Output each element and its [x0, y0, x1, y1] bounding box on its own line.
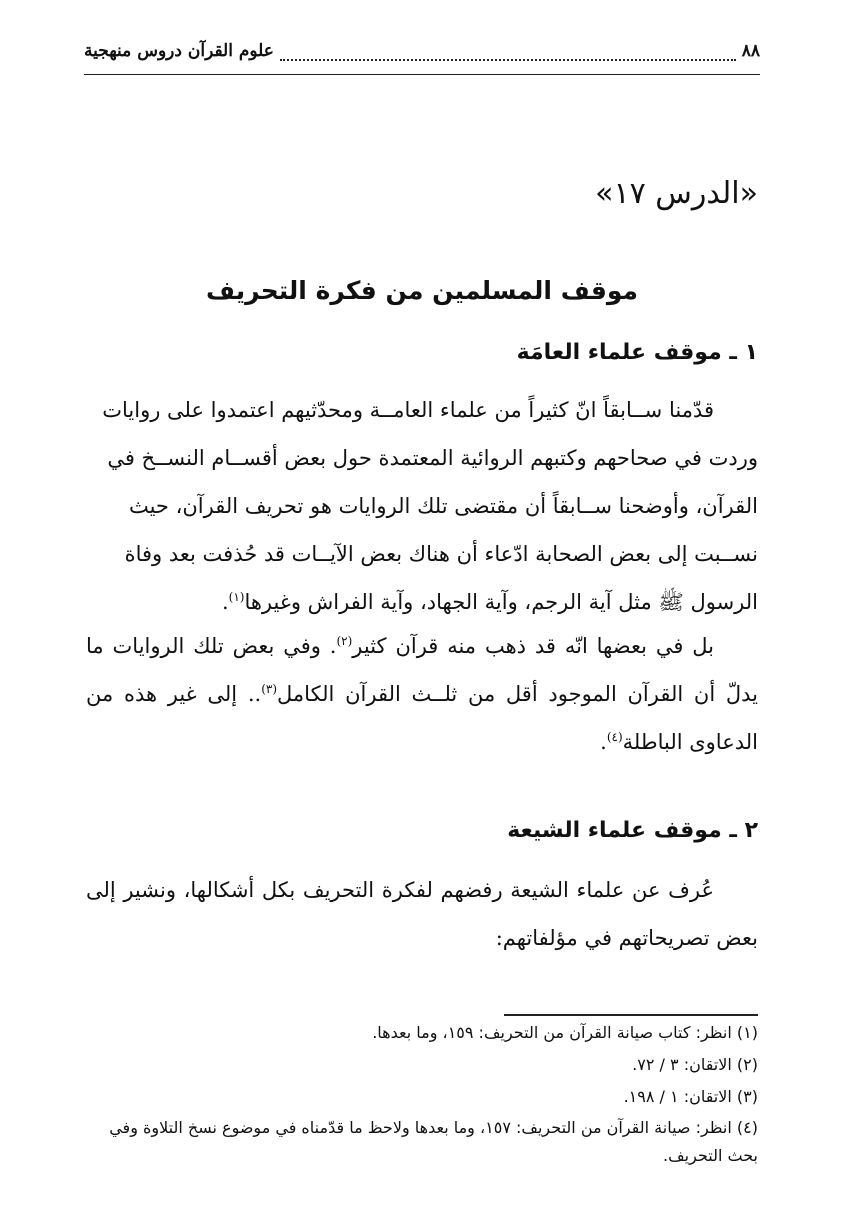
p1-line-3: القرآن، وأوضحنا ســابقاً أن مقتضى تلك الروايات هو تحريف القرآن، حيث: [128, 494, 758, 518]
p1-line-2: وردت في صحاحهم وكتبهم الروائية المعتمدة حول بعض أقســام النســخ في: [107, 446, 758, 470]
p2-a: بل في بعضها انّه قد ذهب منه قرآن كثير: [352, 634, 714, 658]
p1-line-5: [86, 578, 758, 626]
footnote-4: (٤) انظر: صيانة القرآن من التحريف: ١٥٧، وما بعدها ولاحظ ما قدّمناه في موضوع نسخ التلاوة وفي بحث التحريف.: [109, 1118, 758, 1165]
section2-title: ٢ ـ موقف علماء الشيعة: [507, 818, 758, 843]
p1-end: .: [221, 590, 229, 614]
section1-title: ١ ـ موقف علماء العامَة: [516, 340, 758, 365]
section1-paragraph1: [86, 386, 758, 626]
footnote-3: (٣) الاتقان: ١ / ١٩٨.: [623, 1087, 758, 1106]
p2-end: .: [600, 730, 607, 754]
p1-line-4: نســبت إلى بعض الصحابة ادّعاء أن هناك بعض الآيــات قد حُذفت بعد وفاة: [124, 542, 758, 566]
footnote-ref-3: (٣): [261, 682, 278, 696]
footnote-ref-2: (٢): [336, 634, 353, 648]
p2-b: . وفي بعض تلك الروايات ما يدلّ أن القرآن الموجود أقل من ثلــث القرآن الكامل: [86, 634, 759, 706]
running-title: علوم القرآن دروس منهجية: [84, 41, 274, 61]
page-number: ٨٨: [741, 41, 760, 61]
main-title: موقف المسلمين من فكرة التحريف: [205, 276, 639, 305]
p1-line-5-text: الرسول ﷺ مثل آية الرجم، وآية الجهاد، وآية الفراش وغيرها: [244, 590, 758, 614]
footnote-ref-1: (١): [228, 590, 245, 604]
running-header: [84, 34, 760, 68]
p3-text: عُرف عن علماء الشيعة رفضهم لفكرة التحريف بكل أشكالها، ونشير إلى بعض تصريحاتهم في مؤلفاتهم:: [86, 878, 758, 950]
header-rule: [84, 74, 760, 75]
section2-paragraph: [86, 866, 758, 962]
footnotes: [86, 1018, 758, 1172]
p2-text: [86, 622, 758, 766]
footnote-1: (١) انظر: كتاب صيانة القرآن من التحريف: ١٥٩، وما بعدها.: [372, 1023, 758, 1042]
p1-line-1: قدّمنا ســابقاً انّ كثيراً من علماء العامــة ومحدّثيهم اعتمدوا على روايات: [102, 398, 714, 422]
lesson-heading: «الدرس ١٧»: [595, 176, 758, 211]
section1-paragraph2: [86, 622, 758, 766]
footnote-2: (٢) الاتقان: ٣ / ٧٢.: [632, 1055, 758, 1074]
p2-c: .. إلى غير هذه من الدعاوى الباطلة: [86, 682, 758, 754]
footnote-rule: [504, 1014, 758, 1016]
header-dot-leader: [280, 41, 736, 61]
footnote-ref-4: (٤): [606, 730, 623, 744]
